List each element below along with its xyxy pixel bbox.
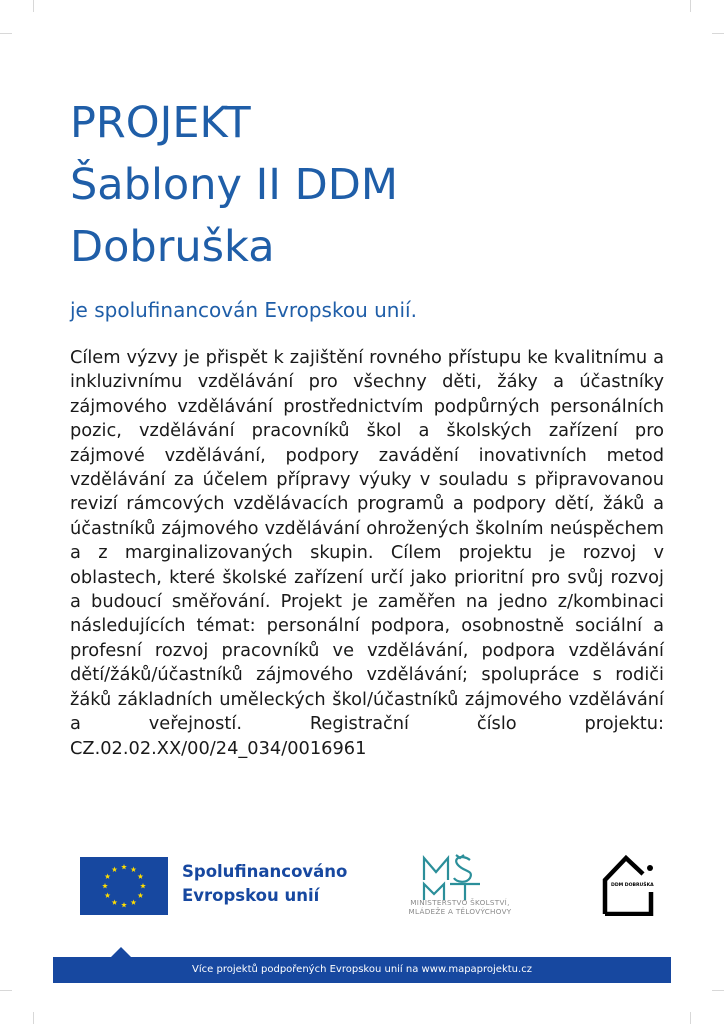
crop-mark — [712, 990, 724, 991]
crop-mark — [0, 990, 12, 991]
eu-cofinanced-text — [182, 860, 347, 908]
footer-pointer — [111, 947, 131, 957]
eu-text-line-2: Evropskou unií — [182, 886, 320, 905]
logo-bar — [0, 850, 724, 930]
crop-mark — [690, 1012, 691, 1024]
msmt-caption — [390, 899, 530, 916]
crop-mark — [0, 33, 12, 34]
crop-mark — [712, 33, 724, 34]
title-line-3: Dobruška — [70, 222, 275, 272]
title-line-2: Šablony II DDM — [70, 160, 398, 210]
msmt-logo-icon — [420, 854, 486, 902]
footer-banner: Více projektů podpořených Evropskou unií na www.mapaprojektu.cz — [53, 957, 671, 983]
eu-flag-icon — [80, 857, 168, 915]
msmt-caption-line-2: MLÁDEŽE A TĚLOVÝCHOVY — [408, 906, 512, 916]
ddm-logo-label: DDM DOBRUŠKA — [611, 883, 654, 888]
page-title — [70, 92, 398, 278]
crop-mark — [33, 0, 34, 12]
crop-mark — [33, 1012, 34, 1024]
eu-text-line-1: Spolufinancováno — [182, 862, 348, 881]
crop-mark — [690, 0, 691, 12]
msmt-caption-line-1: MINISTERSTVO ŠKOLSTVÍ, — [410, 898, 510, 907]
project-description: Cílem výzvy je přispět k zajištění rovného přístupu ke kvalitnímu a inkluzivnímu vzdělávání pro všechny děti, žáky a účastníky zájmového vzdělávání prostřednictvím podpůrných personálních pozic, vzdělávání pracovníků škol a školských zařízení pro zájmové vzdělávání, podpory zavádění inovativních metod vzdělávání za účelem přípravy výuky v souladu s připravovanou revizí rámcových vzdělávacích programů a podpory dětí, žáků a účastníků zájmového vzdělávání ohrožených školním neúspěchem a z marginalizovaných skupin. Cílem projektu je rozvoj v oblastech, které školské zařízení určí jako prioritní pro svůj rozvoj a budoucí směřování. Projekt je zaměřen na jedno z/kombinaci následujících témat: personální podpora, osobnostně sociální a profesní rozvoj pracovníků ve vzdělávání, podpora vzdělávání dětí/žáků/účastníků zájmového vzdělávání; spolupráce s rodiči žáků základních uměleckých škol/účastníků zájmového vzdělávání a veřejností. Registrační číslo projektu: CZ.02.02.XX/00/24_034/0016961 — [70, 347, 664, 759]
subtitle: je spolufinancován Evropskou unií. — [70, 298, 417, 322]
title-line-1: PROJEKT — [70, 98, 251, 148]
